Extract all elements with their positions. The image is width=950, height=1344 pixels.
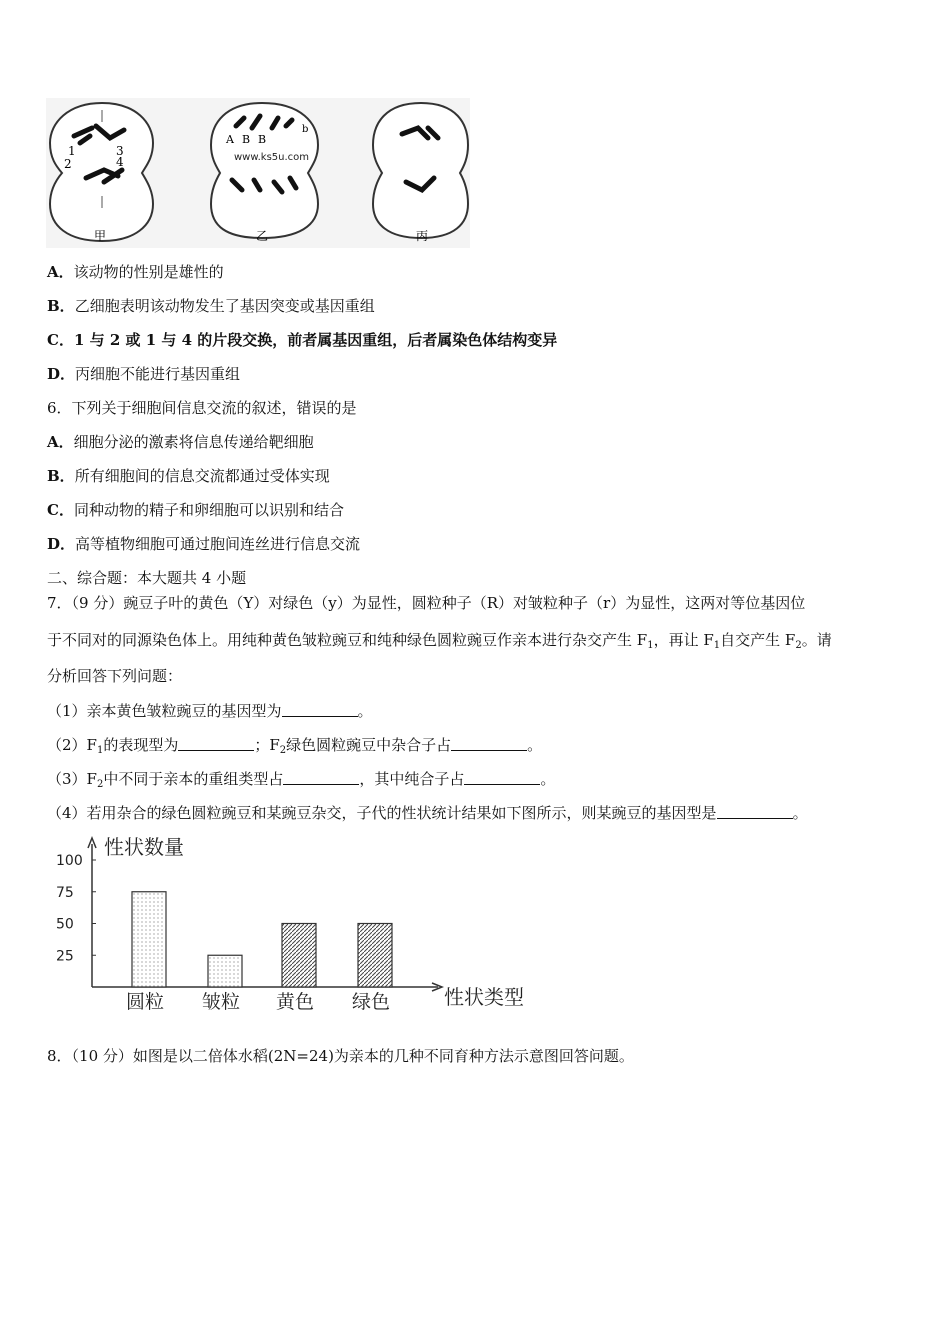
option-letter: B． bbox=[47, 467, 75, 485]
subscript: 2 bbox=[795, 640, 802, 651]
x-tick-label: 圆粒 bbox=[126, 991, 165, 1012]
option-text: 1 与 2 或 1 与 4 的片段交换，前者属基因重组，后者属染色体结构变异 bbox=[73, 331, 558, 349]
cell-label-yi: 乙 bbox=[256, 229, 269, 243]
subscript: 1 bbox=[96, 745, 104, 756]
text: （3）F bbox=[47, 770, 97, 788]
text: （4）若用杂合的绿色圆粒豌豆和某豌豆杂交，子代的性状统计结果如下图所示，则某豌豆的基因型是 bbox=[47, 804, 717, 822]
q6-option-c bbox=[47, 500, 344, 520]
q7-part2 bbox=[47, 735, 542, 761]
option-text: 乙细胞表明该动物发生了基因突变或基因重组 bbox=[74, 297, 375, 315]
watermark: www.ks5u.com bbox=[234, 152, 310, 163]
answer-blank[interactable] bbox=[451, 736, 527, 751]
option-letter: D． bbox=[47, 365, 76, 383]
q6-option-d bbox=[47, 534, 360, 554]
cell-division-figure bbox=[46, 98, 470, 248]
y-tick-label: 25 bbox=[56, 948, 74, 965]
text: ；F bbox=[254, 736, 280, 754]
q5-option-b bbox=[47, 296, 375, 316]
q8-stem: 8．（10 分）如图是以二倍体水稻(2N=24)为亲本的几种不同育种方法示意图回答问题。 bbox=[47, 1047, 634, 1065]
text: （2）F bbox=[47, 736, 97, 754]
q7-part1 bbox=[47, 701, 373, 721]
option-letter: C． bbox=[47, 501, 74, 519]
chromosome-number-2: 2 bbox=[64, 157, 72, 171]
x-tick-label: 黄色 bbox=[276, 991, 315, 1012]
y-tick-label: 75 bbox=[56, 884, 74, 901]
cell-label-bing: 丙 bbox=[416, 229, 429, 243]
q6-option-a bbox=[47, 432, 314, 452]
answer-blank[interactable] bbox=[717, 804, 793, 819]
option-text: 丙细胞不能进行基因重组 bbox=[75, 365, 241, 383]
q6-option-b bbox=[47, 466, 330, 486]
text: ，再让 F bbox=[653, 631, 714, 649]
bar-0 bbox=[132, 892, 166, 987]
q6-stem: 6．下列关于细胞间信息交流的叙述，错误的是 bbox=[47, 399, 357, 417]
text: 。 bbox=[792, 804, 808, 822]
y-tick-label: 50 bbox=[56, 916, 74, 933]
gene-label-a: A bbox=[226, 133, 234, 146]
q7-line1: 7．（9 分）豌豆子叶的黄色（Y）对绿色（y）为显性，圆粒种子（R）对皱粒种子（r）为显性，这两对等位基因位 bbox=[47, 594, 806, 612]
option-text: 细胞分泌的激素将信息传递给靶细胞 bbox=[73, 433, 314, 451]
q7-line3: 分析回答下列问题： bbox=[47, 667, 183, 685]
text: 。 bbox=[527, 736, 543, 754]
text: 于不同对的同源染色体上。用纯种黄色皱粒豌豆和纯种绿色圆粒豌豆作亲本进行杂交产生 F bbox=[47, 631, 648, 649]
answer-blank[interactable] bbox=[178, 736, 254, 751]
text: 的表现型为 bbox=[103, 736, 179, 754]
subscript: 2 bbox=[279, 745, 287, 756]
text: 。 bbox=[357, 702, 373, 720]
chromosome-number-3: 3 bbox=[116, 144, 124, 158]
option-letter: C． bbox=[47, 331, 74, 349]
x-tick-label: 绿色 bbox=[352, 991, 391, 1012]
bar-2 bbox=[282, 924, 316, 988]
x-axis-label: 性状类型 bbox=[444, 985, 524, 1009]
answer-blank[interactable] bbox=[464, 770, 540, 785]
bar-3 bbox=[358, 924, 392, 988]
trait-bar-chart bbox=[48, 832, 548, 1012]
q7-line2 bbox=[47, 630, 832, 656]
q7-part3 bbox=[47, 769, 555, 795]
text: 绿色圆粒豌豆中杂合子占 bbox=[286, 736, 452, 754]
q5-option-d bbox=[47, 364, 240, 384]
gene-label-b-small: b bbox=[302, 124, 309, 135]
y-tick-label: 100 bbox=[56, 853, 83, 869]
option-letter: D． bbox=[47, 535, 76, 553]
option-text: 该动物的性别是雄性的 bbox=[73, 263, 224, 281]
subscript: 1 bbox=[647, 640, 654, 651]
gene-label-b1: B bbox=[242, 133, 251, 146]
section-heading: 二、综合题：本大题共 4 小题 bbox=[47, 569, 247, 587]
cell-label-jia: 甲 bbox=[94, 229, 107, 243]
option-text: 同种动物的精子和卵细胞可以识别和结合 bbox=[73, 501, 344, 519]
y-axis-label: 性状数量 bbox=[104, 835, 184, 859]
answer-blank[interactable] bbox=[283, 770, 359, 785]
q7-part4 bbox=[47, 803, 808, 823]
text: 中不同于亲本的重组类型占 bbox=[103, 770, 284, 788]
x-tick-label: 皱粒 bbox=[202, 991, 241, 1012]
cell-bing bbox=[373, 103, 468, 243]
gene-label-b2: B bbox=[258, 133, 267, 146]
q5-option-a bbox=[47, 262, 224, 282]
option-letter: A． bbox=[47, 433, 74, 451]
text: 自交产生 F bbox=[720, 631, 796, 649]
text: ，其中纯合子占 bbox=[359, 770, 465, 788]
cell-jia bbox=[50, 103, 153, 243]
bar-1 bbox=[208, 955, 242, 987]
subscript: 1 bbox=[713, 640, 721, 651]
subscript: 2 bbox=[96, 779, 104, 790]
text: （1）亲本黄色皱粒豌豆的基因型为 bbox=[47, 702, 282, 720]
option-text: 高等植物细胞可通过胞间连丝进行信息交流 bbox=[75, 535, 361, 553]
cell-yi bbox=[211, 103, 318, 243]
option-letter: A． bbox=[47, 263, 74, 281]
text: 。请 bbox=[801, 631, 832, 649]
answer-blank[interactable] bbox=[282, 702, 358, 717]
text: 。 bbox=[540, 770, 556, 788]
q5-option-c bbox=[47, 330, 557, 350]
option-letter: B． bbox=[47, 297, 75, 315]
chromosome-number-4: 4 bbox=[116, 155, 124, 169]
chromosome-number-1: 1 bbox=[68, 144, 76, 158]
option-text: 所有细胞间的信息交流都通过受体实现 bbox=[74, 467, 330, 485]
